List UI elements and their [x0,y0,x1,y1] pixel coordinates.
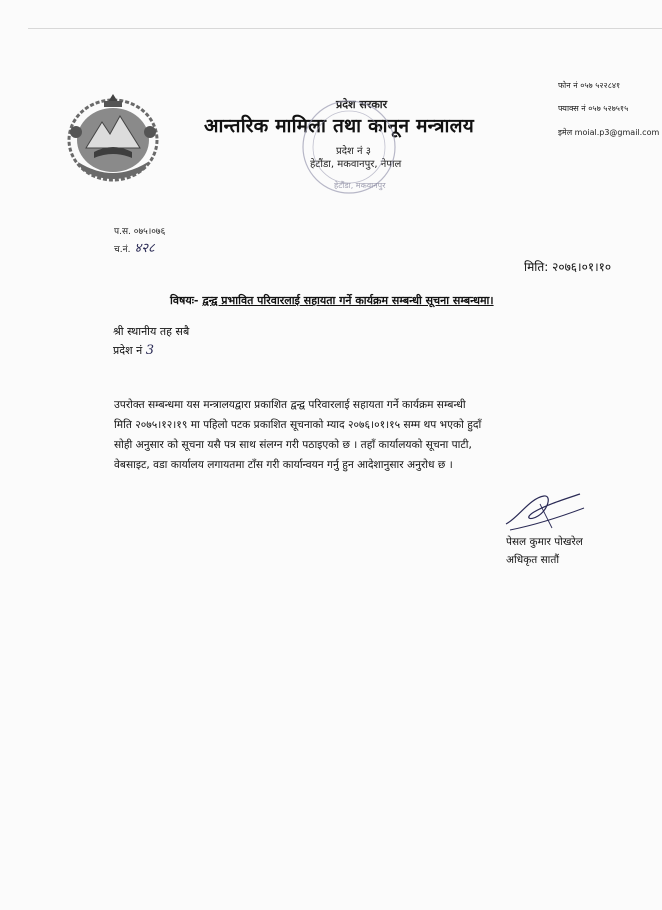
dispatch-label: च.नं. [114,245,131,255]
ministry-address: हेटौंडा, मकवानपुर, नेपाल [310,159,402,170]
letter-date: मिति: २०७६।०१।१० [524,260,612,274]
signature-icon [500,488,588,534]
recipient-line-1: श्री स्थानीय तह सबै [113,325,190,338]
recipient-province-number: 3 [145,343,154,358]
dispatch-number: ४२८ [134,241,155,256]
body-line: वेबसाइट, वडा कार्यालय लगायतमा टाँस गरी कार्यान्वयन गर्नु हुन आदेशानुसार अनुरोध छ । [114,459,453,471]
signatory-name: पेसल कुमार पोखरेल [506,536,583,548]
body-line: उपरोक्त सम्बन्धमा यस मन्त्रालयद्वारा प्रकाशित द्वन्द्व परिवारलाई सहायता गर्ने कार्यक्रम सम्बन्धी [114,399,466,411]
dispatch-ref [114,238,155,256]
fiscal-year-ref: प.स. ०७५।०७६ [114,227,166,237]
body-line: मिति २०७५।१२।१९ मा पहिलो पटक प्रकाशित सूचनाको म्याद २०७६।०१।१५ सम्म थप भएको हुदाँ [114,419,482,431]
government-name: प्रदेश सरकार [336,98,388,111]
contact-fax: फ्याक्स नं ०५७ ५२७५१५ [558,104,629,113]
subject-text: द्वन्द्व प्रभावित परिवारलाई सहायता गर्ने कार्यक्रम सम्बन्धी सूचना सम्बन्धमा। [202,294,494,307]
stamp-text: हेटौंडा, मकवानपुर [334,181,386,190]
nepal-emblem-icon [64,92,162,184]
top-border [28,28,662,29]
subject-label: विषयः- [170,294,199,307]
recipient-line-2 [113,343,154,358]
letter-subject [170,293,494,308]
recipient-province-label: प्रदेश नं [113,344,143,357]
office-stamp-icon [294,92,404,202]
province-name: प्रदेश नं ३ [336,146,371,157]
body-line: सोही अनुसार को सूचना यसै पत्र साथ संलग्न गरी पठाइएको छ । तहाँ कार्यालयको सूचना पाटी, [114,439,472,451]
contact-phone: फोन नं ०५७ ५२२८४१ [558,81,621,90]
signatory-title: अधिकृत सातौं [506,554,560,566]
ministry-name: आन्तरिक मामिला तथा कानून मन्त्रालय [204,115,474,137]
contact-email: इमेल moial.p3@gmail.com [558,128,660,137]
